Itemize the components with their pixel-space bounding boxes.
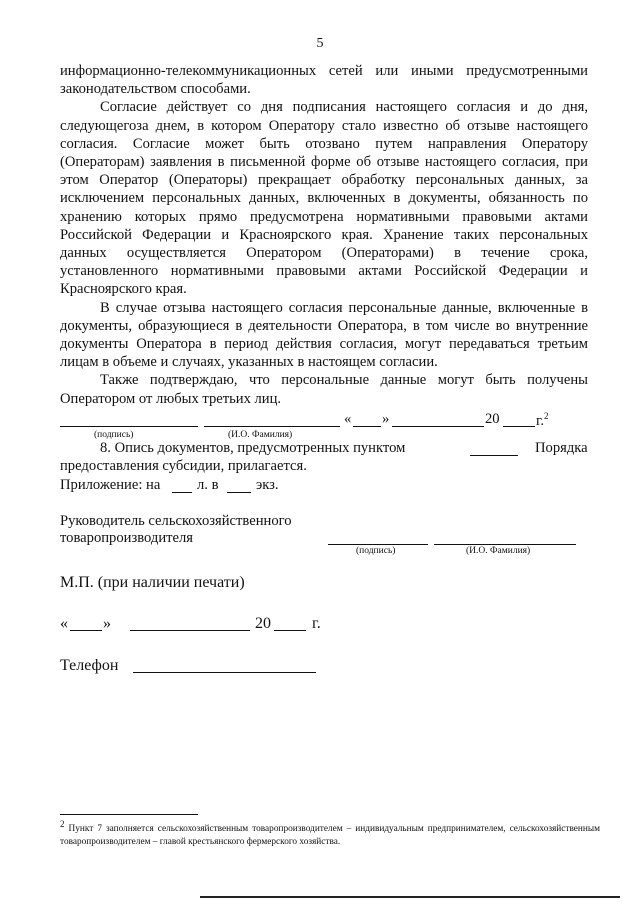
stamp-note: М.П. (при наличии печати) bbox=[60, 574, 245, 591]
item8-text-end: Порядка bbox=[535, 440, 588, 456]
head-name-label: (И.О. Фамилия) bbox=[466, 546, 531, 556]
date-day-blank-2[interactable] bbox=[70, 618, 102, 631]
bottom-rule bbox=[200, 896, 620, 898]
year-suffix-2: г. bbox=[312, 615, 321, 632]
attachment-copies-blank[interactable] bbox=[227, 480, 251, 493]
head-name-blank[interactable] bbox=[434, 532, 576, 545]
paragraph-4: Также подтверждаю, что персональные данные могут быть получены Оператором от любых третьих лиц. bbox=[60, 372, 588, 407]
footnote-mark-2: 2 bbox=[60, 819, 65, 829]
year-prefix-2: 20 bbox=[255, 615, 271, 632]
date-month-blank[interactable] bbox=[392, 414, 484, 427]
signature-label: (подпись) bbox=[94, 430, 134, 440]
phone-label: Телефон bbox=[60, 657, 119, 674]
paragraph-2: Согласие действует со дня подписания настоящего согласия и до дня, следующегоза днем, в котором Оператору стало известно об отзыве настоящего согласия. Согласие может быть отозвано путем направления Оператору (Операторам) заявления в письменной форме об отзыве настоящего согласия, при этом Оператор (Операторы) прекращает обработку персональных данных, за исключением персональных данных, включенных в документы, обязанность по хранению которых прямо предусмотрена нормативными правовыми актами Российской Федерации и Красноярского края. Хранение таких персональных данных осуществляется Оператором (Операторами) в течение срока, установленного нормативными правовыми актами Российской Федерации и Красноярского края. bbox=[60, 99, 588, 298]
item8-blank[interactable] bbox=[470, 443, 518, 456]
phone-blank[interactable] bbox=[133, 660, 316, 673]
footnote-divider bbox=[60, 814, 198, 815]
head-title-line1: Руководитель сельскохозяйственного bbox=[60, 513, 292, 529]
name-label: (И.О. Фамилия) bbox=[228, 430, 293, 440]
date-open-quote: « bbox=[344, 411, 352, 427]
item8-text: 8. Опись документов, предусмотренных пунктом bbox=[100, 440, 406, 456]
item8-text-line2: предоставления субсидии, прилагается. bbox=[60, 458, 307, 474]
footnote bbox=[60, 818, 600, 849]
name-blank[interactable] bbox=[204, 414, 340, 427]
year-suffix: г.$^2$ bbox=[536, 411, 549, 429]
footnote-text: Пункт 7 заполняется сельскохозяйственным товаропроизводителем – индивидуальным предпринимателем, сельскохозяйственным товаропроизводителем – главой крестьянского фермерского хозяйства. bbox=[60, 824, 601, 848]
attachment-pages-blank[interactable] bbox=[172, 480, 192, 493]
consent-text bbox=[60, 62, 588, 408]
footnote-mark: 2 bbox=[544, 411, 549, 421]
date-month-blank-2[interactable] bbox=[130, 618, 250, 631]
date-close-quote-2: » bbox=[103, 615, 111, 632]
year-blank[interactable] bbox=[503, 414, 535, 427]
head-signature-blank[interactable] bbox=[328, 532, 428, 545]
signature-blank[interactable] bbox=[60, 414, 198, 427]
page-number: 5 bbox=[316, 36, 324, 51]
year-blank-2[interactable] bbox=[274, 618, 306, 631]
head-title-line2: товаропроизводителя bbox=[60, 530, 193, 546]
date-open-quote-2: « bbox=[60, 615, 68, 632]
paragraph-1: информационно-телекоммуникационных сетей или иными предусмотренными законодательством способами. bbox=[60, 63, 588, 98]
paragraph-3: В случае отзыва настоящего согласия персональные данные, включенные в документы, образующиеся в деятельности Оператора, в том числе во внутренние документы Оператора в период действия согласия, могут передаваться третьим лицам в объеме и случаях, указанных в настоящем согласии. bbox=[60, 299, 588, 371]
attachment-middle: л. в bbox=[197, 477, 219, 493]
head-signature-label: (подпись) bbox=[356, 546, 396, 556]
attachment-suffix: экз. bbox=[256, 477, 279, 493]
year-prefix: 20 bbox=[485, 411, 500, 427]
date-close-quote: » bbox=[382, 411, 390, 427]
attachment-prefix: Приложение: на bbox=[60, 477, 161, 493]
date-day-blank[interactable] bbox=[353, 414, 381, 427]
